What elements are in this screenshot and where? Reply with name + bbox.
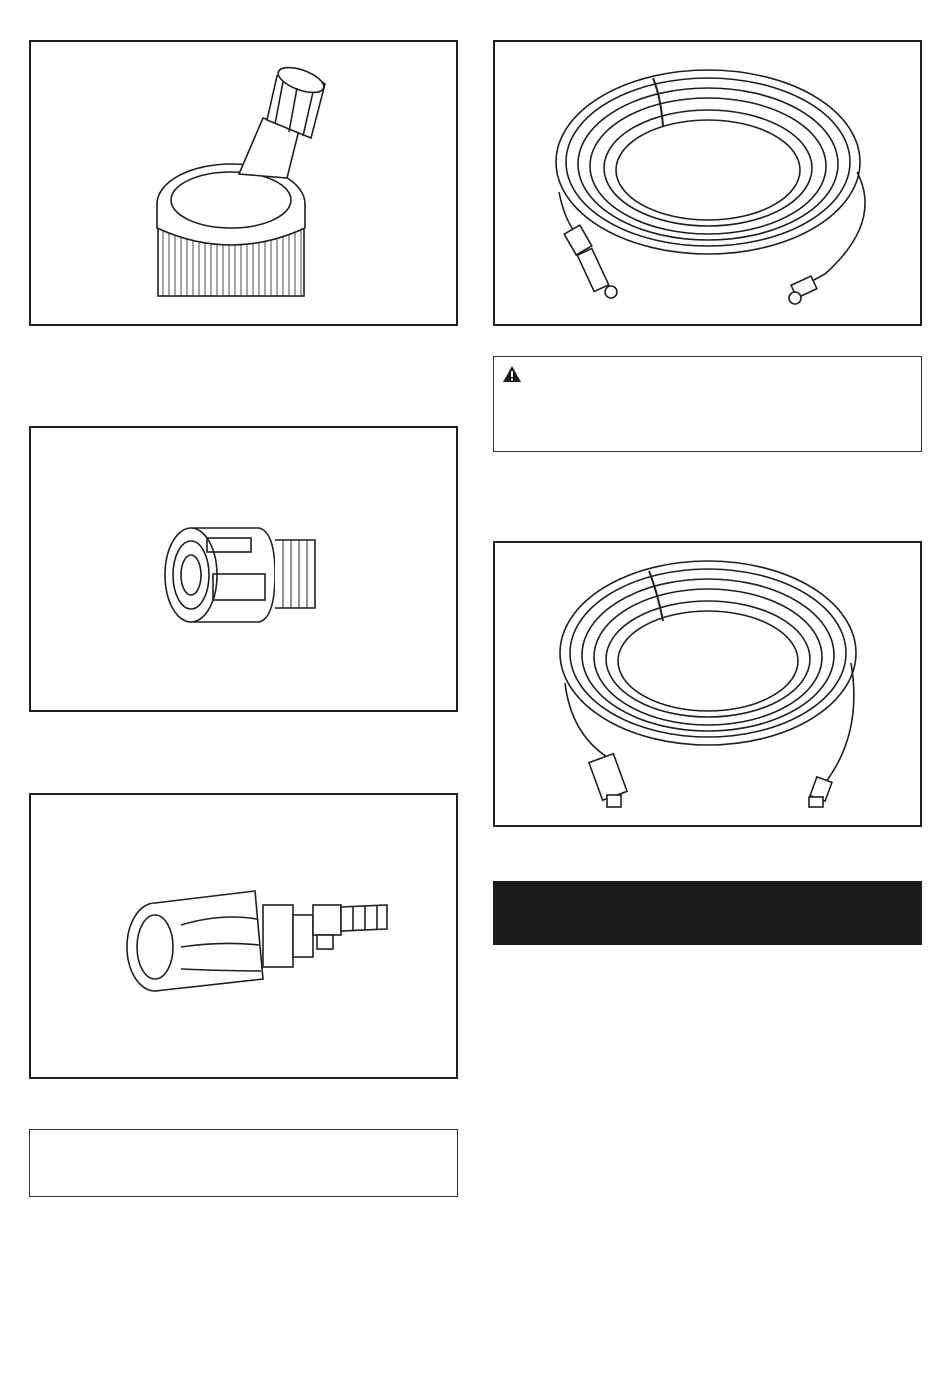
figure-hose-coil-1 bbox=[493, 40, 922, 326]
figure-brush bbox=[29, 40, 458, 326]
hose-coil-illustration bbox=[495, 42, 922, 326]
note-box bbox=[29, 1129, 458, 1197]
figure-nozzle bbox=[29, 793, 458, 1079]
brush-illustration bbox=[31, 42, 458, 326]
section-header-bar bbox=[493, 881, 922, 945]
figure-adapter bbox=[29, 426, 458, 712]
warning-box bbox=[493, 356, 922, 452]
hose-coil-threaded-illustration bbox=[495, 543, 922, 827]
figure-hose-coil-2 bbox=[493, 541, 922, 827]
adapter-illustration bbox=[31, 428, 458, 712]
nozzle-illustration bbox=[31, 795, 458, 1079]
warning-triangle-icon bbox=[502, 365, 522, 383]
